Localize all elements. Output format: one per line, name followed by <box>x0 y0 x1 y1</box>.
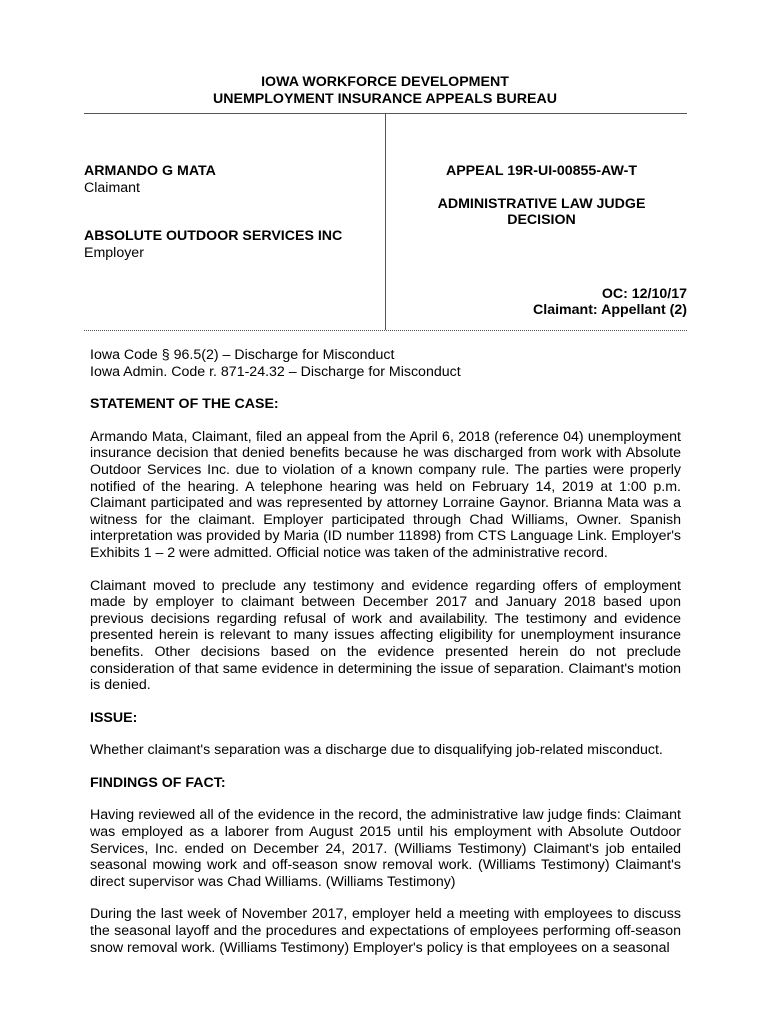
findings-paragraph-2: During the last week of November 2017, employer held a meeting with employees to discuss the seasonal layoff and the procedures and expectations of employees performing off-season snow removal work. (Williams Testimony) Employer's policy is that employees on a seasonal <box>90 906 681 956</box>
findings-heading: FINDINGS OF FACT: <box>90 774 226 791</box>
claimant-role: Claimant <box>84 179 140 196</box>
code-reference-1: Iowa Code § 96.5(2) – Discharge for Misconduct <box>90 347 395 363</box>
appeal-number: APPEAL 19R-UI-00855-AW-T <box>445 163 638 179</box>
document-header <box>84 74 686 108</box>
case-caption <box>84 113 687 331</box>
claimant-name: ARMANDO G MATA <box>84 163 216 179</box>
statement-heading: STATEMENT OF THE CASE: <box>90 396 279 413</box>
statement-paragraph-2: Claimant moved to preclude any testimony and evidence regarding offers of employment made by employer to claimant between December 2017 and January 2018 based upon previous decisions regarding refusal of work and availability. The testimony and evidence presented herein is relevant to many issues affecting eligibility for unemployment insurance benefits. Other decisions based on the evidence presented herein do not preclude consideration of that same evidence in determining the issue of separation. Claimant's motion is denied. <box>90 577 681 694</box>
issue-heading: ISSUE: <box>90 709 138 726</box>
code-reference-2: Iowa Admin. Code r. 871-24.32 – Discharge for Misconduct <box>90 363 461 380</box>
findings-paragraph-1: Having reviewed all of the evidence in the record, the administrative law judge finds: Claimant was employed as a laborer from August 2015 until his employment with Absolute Outdoor Services, Inc. ended on December 24, 2017. (Williams Testimony) Claimant's job entailed seasonal mowing work and off-season snow removal work. (Williams Testimony) Claimant's direct supervisor was Chad Williams. (Williams Testimony) <box>90 807 681 890</box>
agency-name: IOWA WORKFORCE DEVELOPMENT <box>261 74 509 90</box>
caption-divider <box>385 114 386 330</box>
decision-body <box>90 347 681 956</box>
caption-appeal-info <box>396 163 687 319</box>
oc-date: OC: 12/10/17 <box>601 285 687 302</box>
decision-title-line2: DECISION <box>507 212 576 229</box>
code-references <box>90 347 681 380</box>
issue-paragraph: Whether claimant's separation was a discharge due to disqualifying job-related misconduct. <box>90 742 663 759</box>
employer-role: Employer <box>84 244 144 261</box>
employer-name: ABSOLUTE OUTDOOR SERVICES INC <box>84 228 343 245</box>
decision-title-line1: ADMINISTRATIVE LAW JUDGE <box>437 195 646 212</box>
bureau-name: UNEMPLOYMENT INSURANCE APPEALS BUREAU <box>213 91 557 107</box>
appellant-status: Claimant: Appellant (2) <box>533 302 687 319</box>
caption-parties <box>84 163 374 261</box>
statement-paragraph-1: Armando Mata, Claimant, filed an appeal from the April 6, 2018 (reference 04) unemployment insurance decision that denied benefits because he was discharged from work with Absolute Outdoor Services Inc. due to violation of a known company rule. The parties were properly notified of the hearing. A telephone hearing was held on February 14, 2019 at 1:00 p.m. Claimant participated and was represented by attorney Lorraine Gaynor. Brianna Mata was a witness for the claimant. Employer participated through Chad Williams, Owner. Spanish interpretation was provided by Maria (ID number 11898) from CTS Language Link. Employer's Exhibits 1 – 2 were admitted. Official notice was taken of the administrative record. <box>90 428 681 561</box>
